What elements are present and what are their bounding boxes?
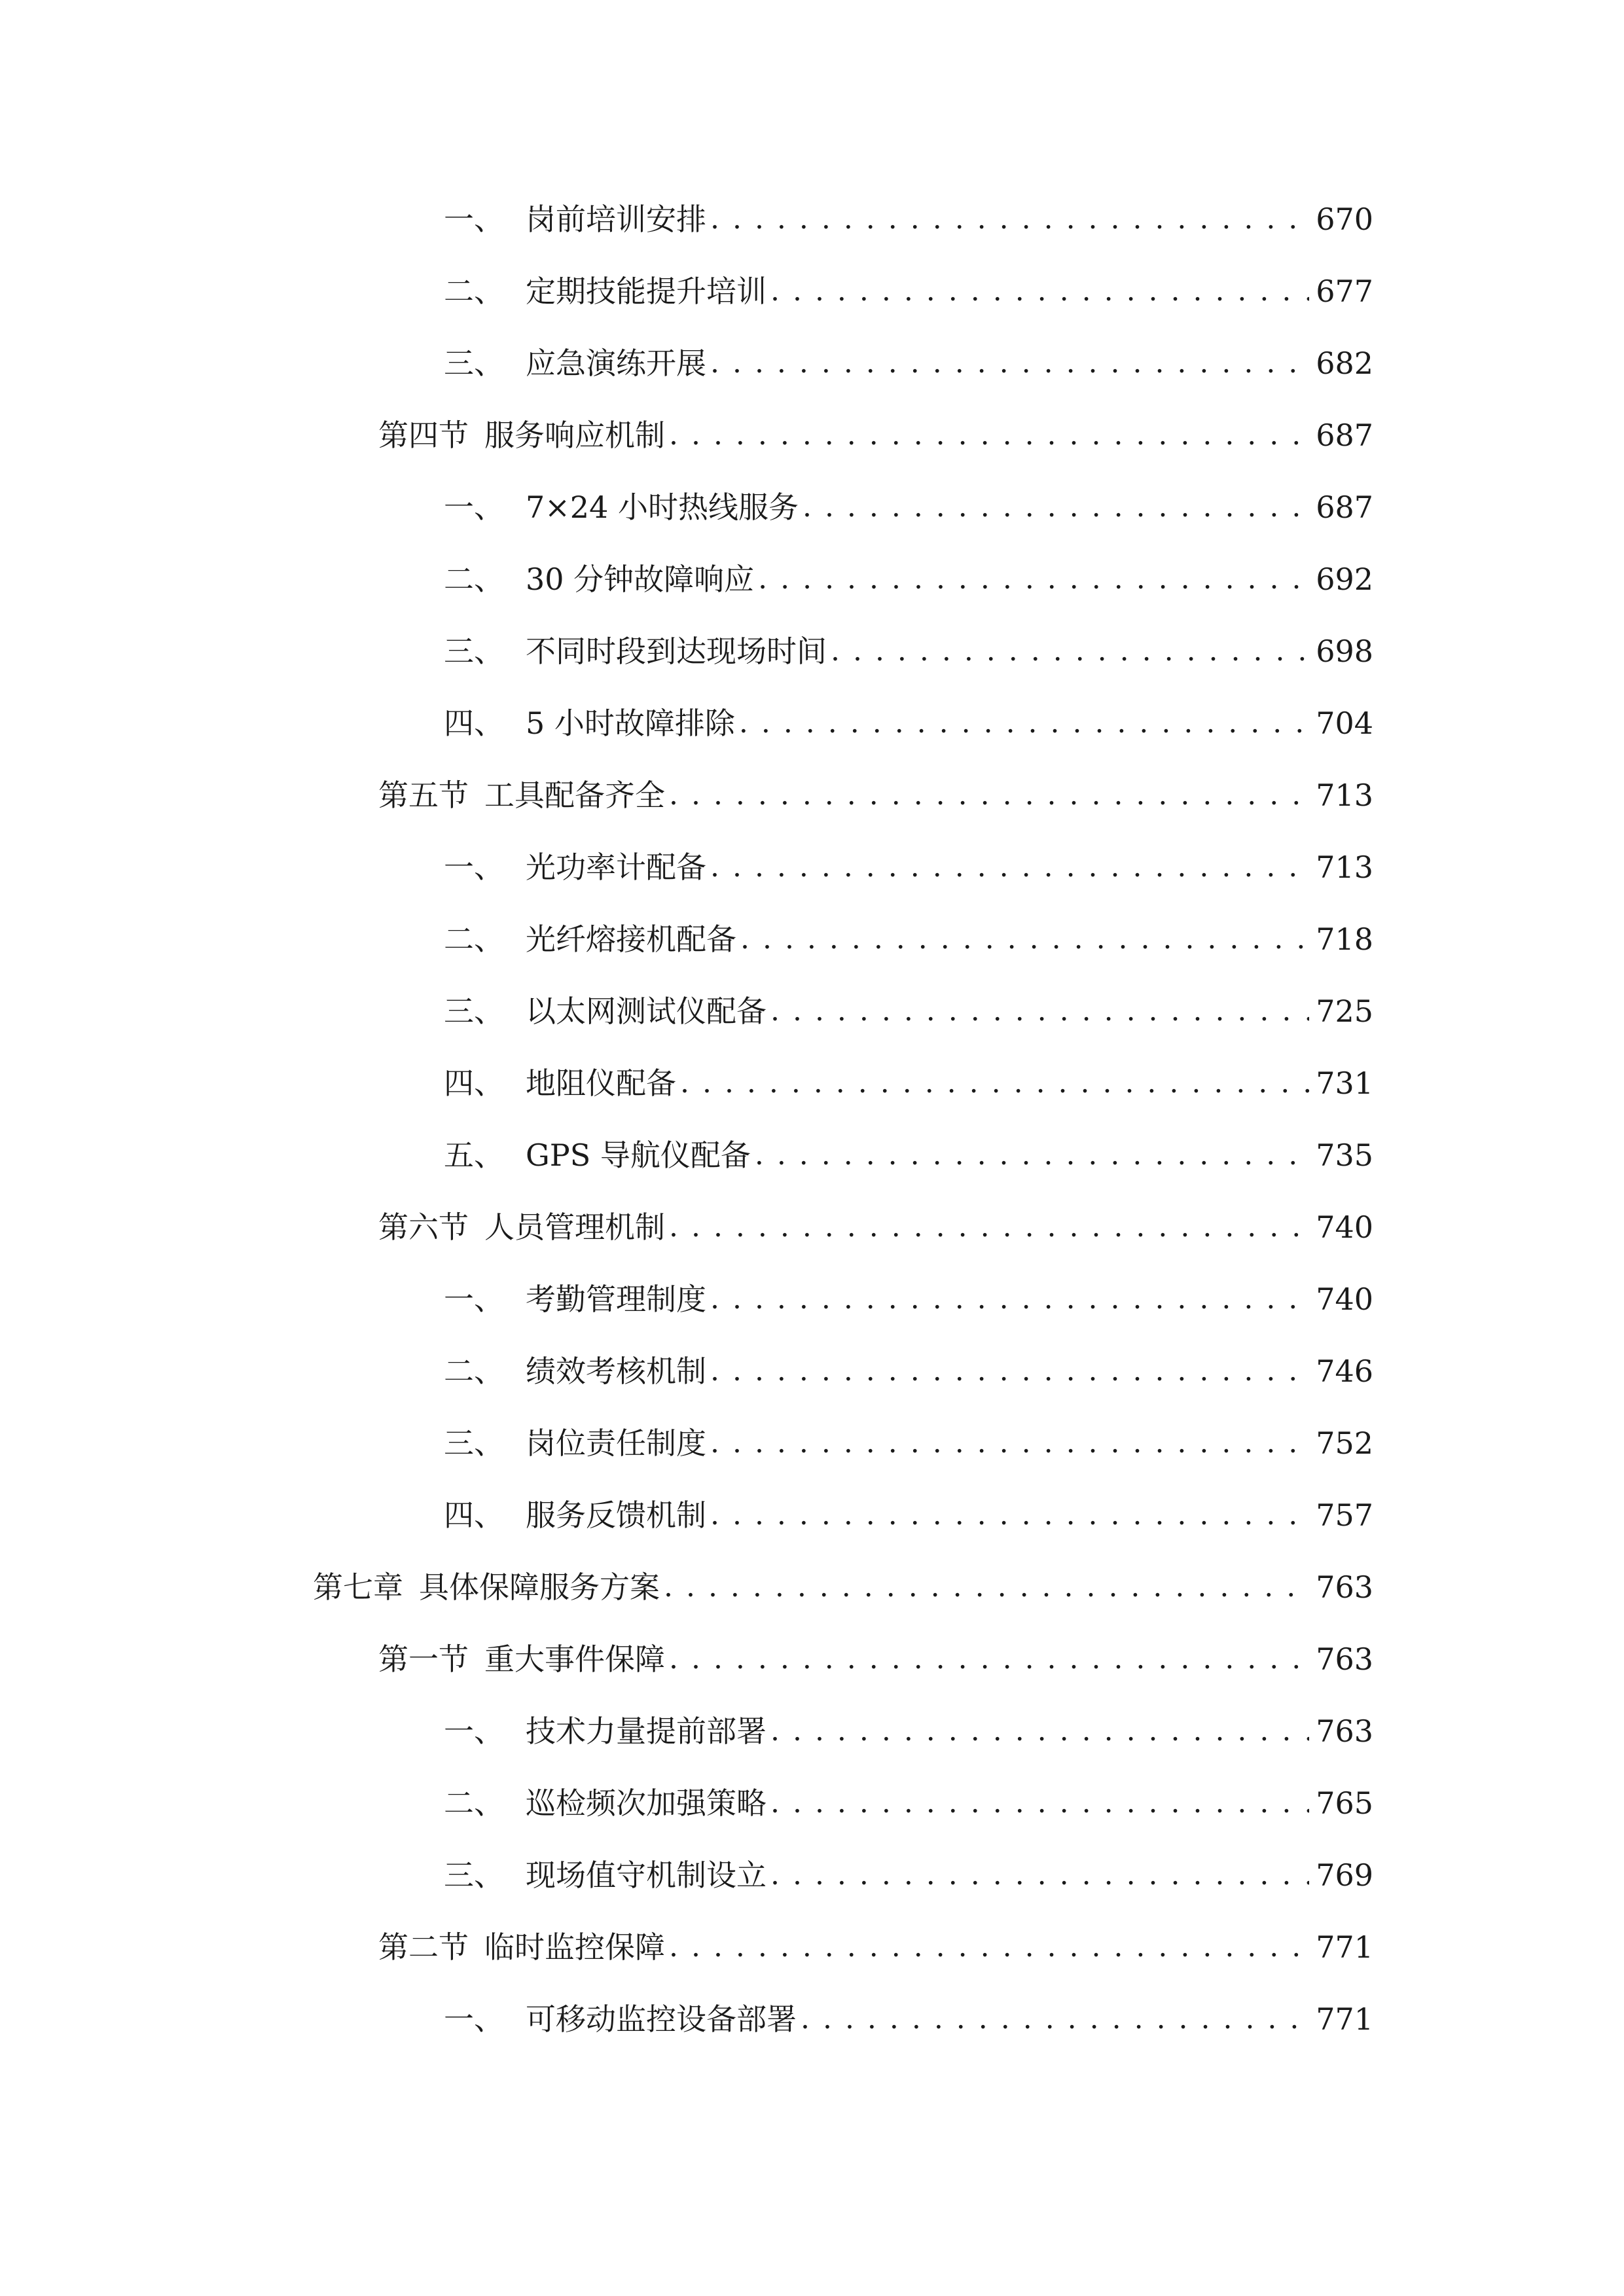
toc-entry-title: 5 小时故障排除	[526, 706, 735, 741]
toc-entry-title: GPS 导航仪配备	[526, 1138, 751, 1173]
toc-dot-leader	[669, 1921, 1309, 1973]
toc-entry-page: 718	[1309, 913, 1373, 965]
toc-entry-title: 具体保障服务方案	[419, 1570, 660, 1605]
toc-entry[interactable]	[444, 1849, 1373, 1901]
toc-entry-page: 713	[1309, 841, 1373, 893]
toc-entry[interactable]	[444, 1273, 1373, 1325]
toc-entry-number: 第四节	[378, 418, 469, 453]
toc-entry-page: 704	[1309, 697, 1373, 749]
toc-entry-page: 677	[1309, 265, 1373, 317]
toc-entry-section[interactable]	[378, 1921, 1373, 1973]
toc-entry-section[interactable]	[378, 1201, 1373, 1253]
toc-entry[interactable]	[444, 913, 1373, 965]
toc-entry-page: 687	[1309, 481, 1373, 533]
toc-entry-page: 763	[1309, 1561, 1373, 1613]
toc-entry[interactable]	[444, 1993, 1373, 2045]
toc-entry-title: 现场值守机制设立	[526, 1857, 767, 1893]
toc-dot-leader	[740, 913, 1309, 965]
toc-entry[interactable]	[444, 1777, 1373, 1829]
toc-entry-number: 第二节	[378, 1929, 469, 1965]
toc-entry-number: 三、	[444, 1426, 504, 1461]
toc-entry-number: 二、	[444, 562, 504, 597]
toc-entry-title: 7×24 小时热线服务	[526, 490, 799, 525]
toc-entry-number: 一、	[444, 1282, 504, 1317]
toc-dot-leader	[770, 1777, 1309, 1829]
toc-entry[interactable]	[444, 985, 1373, 1037]
toc-entry-page: 765	[1309, 1777, 1373, 1829]
toc-dot-leader	[669, 769, 1309, 821]
toc-entry-number: 一、	[444, 2001, 504, 2037]
toc-entry-title: 重大事件保障	[484, 1641, 665, 1677]
toc-entry-number: 一、	[444, 850, 504, 885]
toc-entry-page: 682	[1309, 337, 1373, 389]
toc-dot-leader	[710, 1345, 1309, 1397]
toc-entry-page: 740	[1309, 1201, 1373, 1253]
toc-entry[interactable]	[444, 481, 1373, 533]
toc-entry-number: 二、	[444, 274, 504, 309]
toc-dot-leader	[770, 1849, 1309, 1901]
toc-dot-leader	[669, 1633, 1309, 1685]
toc-entry-section[interactable]	[378, 409, 1373, 461]
toc-entry-title: 应急演练开展	[526, 346, 706, 381]
toc-entry-page: 670	[1309, 193, 1373, 245]
toc-entry-page: 725	[1309, 985, 1373, 1037]
toc-entry[interactable]	[444, 1129, 1373, 1181]
toc-entry-section[interactable]	[378, 1633, 1373, 1685]
toc-entry-number: 四、	[444, 1498, 504, 1533]
toc-dot-leader	[680, 1057, 1309, 1109]
toc-entry-title: 30 分钟故障响应	[526, 562, 755, 597]
toc-entry-page: 735	[1309, 1129, 1373, 1181]
toc-entry[interactable]	[444, 553, 1373, 605]
toc-entry-title: 技术力量提前部署	[526, 1713, 767, 1749]
toc-entry-number: 二、	[444, 922, 504, 957]
toc-entry-page: 769	[1309, 1849, 1373, 1901]
toc-entry-title: 不同时段到达现场时间	[526, 634, 827, 669]
toc-entry-number: 三、	[444, 634, 504, 669]
toc-entry[interactable]	[444, 1705, 1373, 1757]
toc-entry-number: 一、	[444, 490, 504, 525]
toc-entry-section[interactable]	[378, 769, 1373, 821]
toc-entry-title: 光纤熔接机配备	[526, 922, 736, 957]
toc-entry-page: 746	[1309, 1345, 1373, 1397]
toc-entry-title: 可移动监控设备部署	[526, 2001, 797, 2037]
toc-dot-leader	[664, 1561, 1309, 1613]
toc-entry[interactable]	[444, 265, 1373, 317]
toc-entry-number: 三、	[444, 346, 504, 381]
toc-entry-title: 临时监控保障	[484, 1929, 665, 1965]
toc-entry-page: 771	[1309, 1921, 1373, 1973]
toc-entry-chapter[interactable]	[313, 1561, 1373, 1613]
toc-dot-leader	[758, 553, 1309, 605]
toc-entry-number: 第五节	[378, 778, 469, 813]
toc-entry-title: 地阻仪配备	[526, 1066, 676, 1101]
toc-dot-leader	[710, 1417, 1309, 1469]
toc-entry-number: 一、	[444, 1713, 504, 1749]
toc-entry-number: 第六节	[378, 1210, 469, 1245]
toc-entry-page: 698	[1309, 625, 1373, 677]
toc-entry-title: 岗前培训安排	[526, 202, 706, 237]
toc-entry-page: 713	[1309, 769, 1373, 821]
toc-entry-title: 光功率计配备	[526, 850, 706, 885]
toc-entry-number: 二、	[444, 1354, 504, 1389]
toc-dot-leader	[710, 193, 1309, 245]
toc-entry-title: 服务响应机制	[484, 418, 665, 453]
toc-entry-number: 四、	[444, 706, 504, 741]
toc-entry-title: 以太网测试仪配备	[526, 994, 767, 1029]
toc-entry-title: 服务反馈机制	[526, 1498, 706, 1533]
toc-entry-page: 763	[1309, 1705, 1373, 1757]
toc-entry-number: 五、	[444, 1138, 504, 1173]
toc-entry[interactable]	[444, 697, 1373, 749]
toc-dot-leader	[710, 1273, 1309, 1325]
toc-entry[interactable]	[444, 841, 1373, 893]
toc-entry-title: 巡检频次加强策略	[526, 1785, 767, 1821]
toc-dot-leader	[801, 1993, 1309, 2045]
toc-entry-number: 四、	[444, 1066, 504, 1101]
toc-entry-number: 一、	[444, 202, 504, 237]
toc-dot-leader	[770, 265, 1309, 317]
toc-dot-leader	[755, 1129, 1309, 1181]
toc-entry[interactable]	[444, 337, 1373, 389]
toc-entry-number: 三、	[444, 1857, 504, 1893]
toc-dot-leader	[669, 409, 1309, 461]
toc-entry-page: 731	[1309, 1057, 1373, 1109]
toc-entry-number: 第七章	[313, 1570, 403, 1605]
toc-entry-page: 757	[1309, 1489, 1373, 1541]
toc-entry-page: 763	[1309, 1633, 1373, 1685]
toc-entry-number: 三、	[444, 994, 504, 1029]
toc-dot-leader	[803, 481, 1309, 533]
toc-dot-leader	[710, 841, 1309, 893]
toc-dot-leader	[710, 1489, 1309, 1541]
toc-entry-title: 考勤管理制度	[526, 1282, 706, 1317]
toc-entry-number: 第一节	[378, 1641, 469, 1677]
toc-dot-leader	[710, 337, 1309, 389]
toc-entry-title: 岗位责任制度	[526, 1426, 706, 1461]
toc-entry-page: 740	[1309, 1273, 1373, 1325]
toc-entry[interactable]	[444, 193, 1373, 245]
toc-entry-title: 工具配备齐全	[484, 778, 665, 813]
toc-entry-title: 人员管理机制	[484, 1210, 665, 1245]
toc-entry[interactable]	[444, 1417, 1373, 1469]
toc-entry-title: 定期技能提升培训	[526, 274, 767, 309]
toc-entry-page: 771	[1309, 1993, 1373, 2045]
toc-entry[interactable]	[444, 625, 1373, 677]
toc-entry-page: 687	[1309, 409, 1373, 461]
toc-entry-title: 绩效考核机制	[526, 1354, 706, 1389]
toc-dot-leader	[669, 1201, 1309, 1253]
toc-dot-leader	[770, 1705, 1309, 1757]
toc-entry[interactable]	[444, 1057, 1373, 1109]
toc-entry[interactable]	[444, 1345, 1373, 1397]
toc-entry-number: 二、	[444, 1785, 504, 1821]
toc-dot-leader	[831, 625, 1309, 677]
toc-entry[interactable]	[444, 1489, 1373, 1541]
toc-dot-leader	[739, 697, 1309, 749]
toc-entry-page: 692	[1309, 553, 1373, 605]
toc-entry-page: 752	[1309, 1417, 1373, 1469]
toc-dot-leader	[770, 985, 1309, 1037]
